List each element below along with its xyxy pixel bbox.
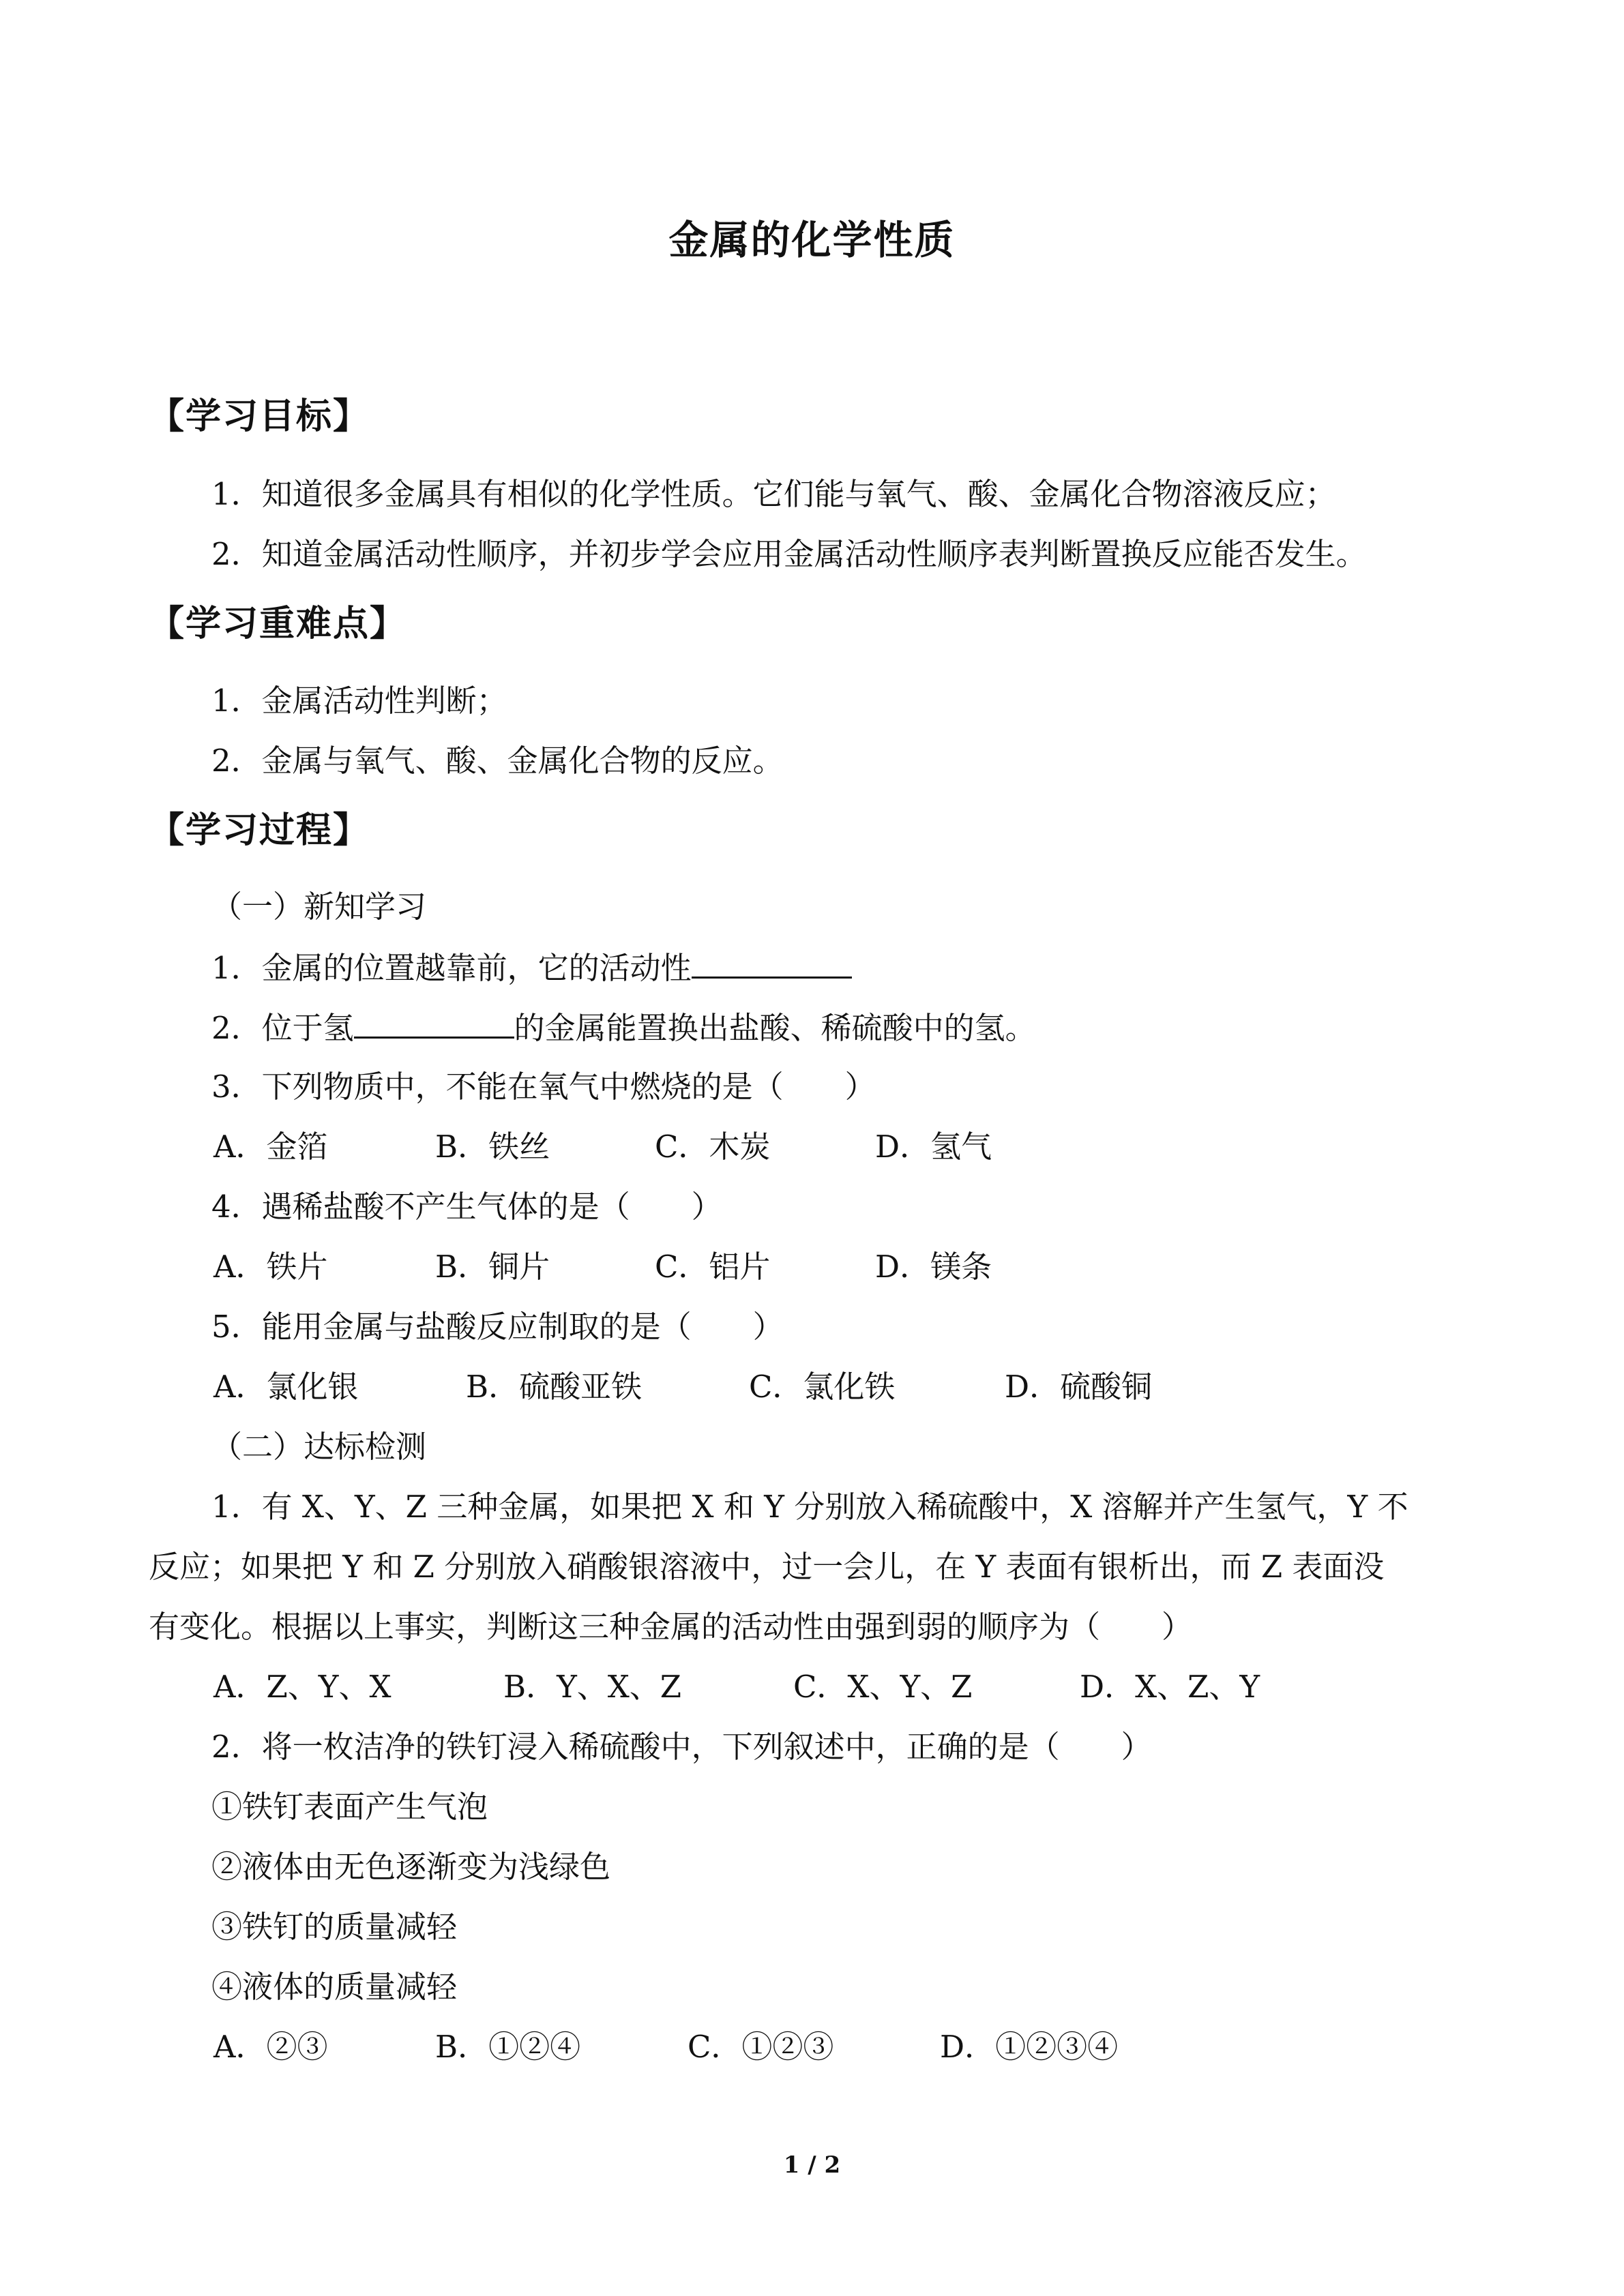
check-question-1-line-3: 有变化。根据以上事实，判断这三种金属的活动性由强到弱的顺序为（ ） — [149, 1609, 1193, 1645]
question-5: 5．能用金属与盐酸反应制取的是（ ） — [211, 1309, 784, 1345]
check-question-1-line-2: 反应；如果把 Y 和 Z 分别放入硝酸银溶液中，过一会儿，在 Y 表面有银析出，而 Z 表面没 — [149, 1549, 1385, 1585]
answer-blank — [354, 1007, 514, 1039]
option-b: B．硫酸亚铁 — [466, 1369, 643, 1405]
option-d: D．硫酸铜 — [1005, 1369, 1153, 1405]
subsection-label-assessment: （二）达标检测 — [211, 1429, 427, 1465]
section-heading-process: 【学习过程】 — [149, 810, 370, 851]
option-d: D．①②③④ — [940, 2029, 1119, 2065]
statement-item: ②液体由无色逐渐变为浅绿色 — [211, 1849, 611, 1885]
keypoint-item: 2．金属与氧气、酸、金属化合物的反应。 — [211, 743, 784, 779]
option-b: B．①②④ — [435, 2029, 581, 2065]
subsection-label-new-knowledge: （一）新知学习 — [211, 889, 427, 925]
statement-item: ①铁钉表面产生气泡 — [211, 1789, 488, 1825]
question-2 — [211, 1007, 1036, 1049]
option-b: B．铁丝 — [435, 1129, 550, 1165]
option-d: D．镁条 — [875, 1249, 992, 1285]
question-text: 2．位于氢 — [211, 1010, 354, 1046]
check-question-2: 2．将一枚洁净的铁钉浸入稀硫酸中，下列叙述中，正确的是（ ） — [211, 1729, 1152, 1765]
goal-item: 2．知道金属活动性顺序，并初步学会应用金属活动性顺序表判断置换反应能否发生。 — [211, 536, 1367, 572]
option-a: A．金箔 — [213, 1129, 328, 1165]
option-d: D．X、Z、Y — [1080, 1669, 1260, 1705]
option-d: D．氢气 — [875, 1129, 992, 1165]
option-c: C．氯化铁 — [749, 1369, 896, 1405]
statement-item: ③铁钉的质量减轻 — [211, 1909, 458, 1945]
question-text: 的金属能置换出盐酸、稀硫酸中的氢。 — [514, 1010, 1036, 1046]
keypoint-item: 1．金属活动性判断； — [211, 683, 507, 719]
question-4: 4．遇稀盐酸不产生气体的是（ ） — [211, 1189, 722, 1225]
section-heading-goals: 【学习目标】 — [149, 396, 370, 437]
option-a: A．铁片 — [213, 1249, 328, 1285]
option-c: C．铝片 — [655, 1249, 771, 1285]
option-c: C．木炭 — [655, 1129, 771, 1165]
question-1 — [211, 946, 852, 989]
option-a: A．②③ — [213, 2029, 328, 2065]
option-a: A．Z、Y、X — [213, 1669, 392, 1705]
page-number: 1 / 2 — [783, 2151, 841, 2179]
question-3: 3．下列物质中，不能在氧气中燃烧的是（ ） — [211, 1069, 876, 1105]
option-a: A．氯化银 — [213, 1369, 359, 1405]
option-b: B．Y、X、Z — [503, 1669, 682, 1705]
page-title: 金属的化学性质 — [668, 217, 956, 263]
option-c: C．X、Y、Z — [793, 1669, 973, 1705]
goal-item: 1．知道很多金属具有相似的化学性质。它们能与氧气、酸、金属化合物溶液反应； — [211, 476, 1336, 512]
question-text: 1．金属的位置越靠前，它的活动性 — [211, 950, 692, 986]
section-heading-keypoints: 【学习重难点】 — [149, 603, 407, 644]
answer-blank — [692, 946, 852, 979]
option-b: B．铜片 — [435, 1249, 550, 1285]
option-c: C．①②③ — [688, 2029, 834, 2065]
check-question-1-line-1: 1．有 X、Y、Z 三种金属，如果把 X 和 Y 分别放入稀硫酸中，X 溶解并产生氢气，Y 不 — [211, 1489, 1408, 1525]
statement-item: ④液体的质量减轻 — [211, 1969, 458, 2005]
